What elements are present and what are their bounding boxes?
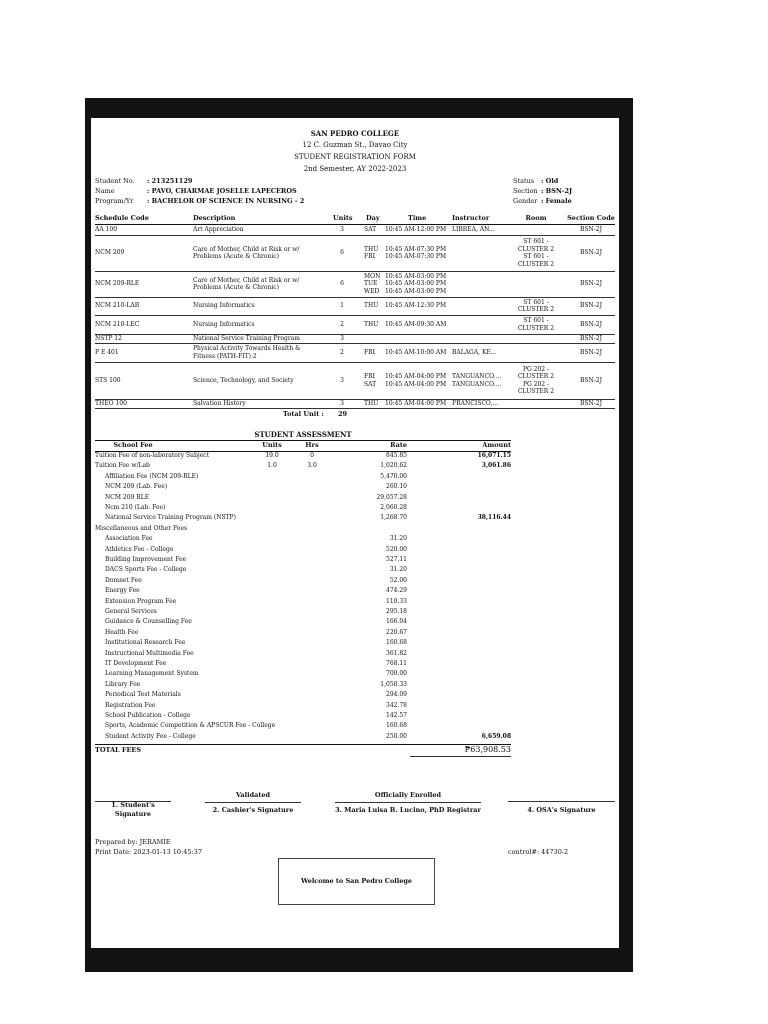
fee-rate: 342.78 — [386, 701, 407, 709]
schedule-code: NCM 210-LAB — [95, 302, 140, 309]
form-title: STUDENT REGISTRATION FORM — [294, 153, 416, 161]
schedule-time: 10:45 AM-04:00 PM — [385, 373, 447, 380]
student-signature-line2: Signature — [115, 810, 151, 818]
semester: 2nd Semester, AY 2022-2023 — [303, 165, 407, 173]
fee-amount: 16,071.15 — [477, 452, 511, 459]
schedule-section-code: BSN-2J — [579, 249, 603, 256]
fee-rate: 1,020.62 — [380, 462, 407, 470]
col-room: Room — [525, 214, 547, 222]
fee-rate: 29,057.28 — [376, 493, 407, 501]
fee-name: Learning Management System — [105, 670, 199, 678]
osa-signature: 4. OSA's Signature — [527, 806, 596, 814]
fee-name: DACS Sports Fee - College — [105, 566, 187, 574]
schedule-section-code: BSN-2J — [579, 334, 603, 342]
fee-name: Sports, Academic Competition & APSCUR Fee - College — [105, 722, 276, 730]
schedule-units: 6 — [340, 249, 344, 256]
schedule-code: NSTP 12 — [95, 334, 122, 342]
fee-name: Tuition Fee w/Lab — [95, 462, 150, 470]
schedule-description: Salvation History — [193, 399, 246, 407]
fee-name: IT Development Fee — [105, 660, 167, 667]
schedule-room: CLUSTER 2 — [517, 260, 555, 268]
total-fees-underline — [410, 756, 511, 757]
fee-name: Instructional Multimedia Fee — [105, 649, 194, 657]
schedule-units: 6 — [340, 280, 344, 287]
gender-value: : Female — [541, 197, 572, 205]
schedule-code: NCM 210-LEC — [95, 320, 140, 328]
fee-rate: 166.04 — [386, 618, 407, 626]
schedule-room: CLUSTER 2 — [517, 306, 555, 313]
schedule-day: FRI — [364, 253, 376, 260]
total-fees-value: ₱63,908.53 — [464, 745, 511, 755]
fee-units: 1.0 — [267, 462, 277, 470]
schedule-code: THEO 100 — [95, 399, 127, 407]
fee-rate: 5,470.00 — [380, 472, 407, 480]
schedule-time: 10:45 AM-04:00 PM — [385, 380, 447, 388]
col-amount: Amount — [482, 441, 511, 449]
schedule-description: National Service Training Program — [193, 334, 300, 342]
welcome-text: Welcome to San Pedro College — [300, 877, 413, 885]
fee-name: Miscellaneous and Other Fees — [95, 524, 188, 532]
schedule-description: Art Appreciation — [193, 226, 244, 234]
fee-units: 19.0 — [265, 452, 279, 459]
gender-label: Gender — [513, 197, 538, 205]
schedule-section-code: BSN-2J — [579, 376, 603, 384]
officially-enrolled-label: Officially Enrolled — [374, 791, 442, 799]
college-address: 12 C. Guzman St., Davao City — [302, 141, 408, 149]
schedule-time: 10:45 AM-07:30 PM — [385, 253, 447, 260]
schedule-day: THU — [364, 399, 379, 407]
control-number: control#: 44730-2 — [508, 848, 569, 856]
enrolled-line — [335, 802, 481, 803]
fee-rate: 110.33 — [386, 597, 407, 605]
fee-amount: 6,659.08 — [481, 732, 511, 740]
schedule-section-code: BSN-2J — [579, 320, 603, 328]
fee-rate: 250.00 — [386, 732, 407, 740]
schedule-section-code: BSN-2J — [579, 348, 603, 356]
schedule-room: ST 601 - — [523, 253, 549, 260]
schedule-time: 10:45 AM-12:30 PM — [385, 302, 447, 310]
schedule-row-rule — [95, 343, 615, 344]
fee-name: Tuition Fee of non-laboratory Subject — [95, 452, 210, 459]
program-label: Program/Yr — [95, 197, 134, 205]
schedule-time: 10:45 AM-09:30 AM — [385, 320, 447, 328]
student-no-label: Student No. — [95, 177, 135, 185]
fee-rate: 2,060.28 — [380, 504, 407, 511]
registrar-signature: 3. Maria Luisa B. Lucino, PhD Registrar — [335, 806, 481, 814]
total-unit-value: 29 — [338, 410, 348, 418]
fee-rate: 260.10 — [386, 483, 407, 491]
cashier-signature: 2. Cashier's Signature — [212, 806, 294, 814]
col-description: Description — [193, 214, 236, 222]
fee-name: Guidance & Counselling Fee — [105, 618, 192, 626]
fee-name: Extension Program Fee — [105, 597, 177, 605]
fee-name: Athletics Fee - College — [105, 545, 174, 553]
fee-name: National Service Training Program (NSTP) — [105, 514, 236, 522]
schedule-units: 3 — [340, 376, 344, 384]
schedule-day: FRI — [364, 348, 376, 356]
total-unit-label: Total Unit : — [283, 410, 324, 418]
fee-name: Building Improvement Fee — [105, 556, 187, 563]
schedule-code: NCM 209 — [95, 249, 125, 256]
schedule-instructor: BALAGA, KE... — [452, 348, 497, 356]
fee-rate: 361.82 — [386, 649, 407, 657]
schedule-room: CLUSTER 2 — [517, 324, 555, 332]
student-no-value: : 213251129 — [147, 177, 193, 185]
schedule-time: 10:45 AM-03:00 PM — [385, 280, 447, 288]
schedule-section-code: BSN-2J — [579, 226, 603, 233]
osa-signature-line — [508, 801, 615, 802]
schedule-code: AA 100 — [95, 226, 118, 233]
schedule-day: TUE — [364, 280, 378, 288]
status-value: : Old — [541, 177, 559, 185]
schedule-description: Care of Mother, Child at Risk or w/ — [193, 245, 300, 253]
schedule-row-rule — [95, 315, 615, 316]
fee-rate: 220.67 — [386, 628, 407, 636]
schedule-row-rule — [95, 235, 615, 236]
schedule-section-code: BSN-2J — [579, 280, 603, 287]
schedule-units: 2 — [340, 320, 344, 328]
fee-rate: 295.18 — [386, 608, 407, 615]
total-fees-label: TOTAL FEES — [95, 746, 142, 755]
fee-rate: 31.20 — [389, 535, 407, 543]
schedule-instructor: LIBREA, AN... — [452, 226, 495, 234]
col-units: Units — [333, 214, 353, 222]
fee-rate: 768.11 — [386, 660, 407, 667]
schedule-description: Problems (Acute & Chronic) — [193, 284, 279, 291]
schedule-time: 10:45 AM-03:00 PM — [385, 287, 447, 295]
schedule-description: Science, Technology, and Society — [193, 376, 294, 384]
col-time: Time — [408, 214, 427, 222]
schedule-time: 10:45 AM-10:00 AM — [385, 348, 447, 356]
section-label: Section — [513, 187, 538, 195]
schedule-day: THU — [364, 245, 379, 253]
col-units: Units — [262, 441, 282, 449]
fee-rate: 52.00 — [389, 576, 407, 584]
schedule-day: SAT — [364, 226, 377, 234]
fee-rate: 142.57 — [386, 712, 407, 719]
schedule-section-code: BSN-2J — [579, 302, 603, 309]
fee-rate: 294.09 — [386, 691, 407, 699]
fee-rate: 474.29 — [386, 587, 407, 595]
schedule-description: Nursing Informatics — [193, 320, 255, 328]
college-name: SAN PEDRO COLLEGE — [310, 129, 400, 138]
col-day: Day — [366, 214, 380, 222]
schedule-time: 10:45 AM-04:00 PM — [385, 399, 447, 407]
schedule-description: Care of Mother, Child at Risk or w/ — [193, 276, 300, 284]
schedule-day: FRI — [364, 373, 376, 380]
fee-name: Institutional Research Fee — [105, 639, 186, 647]
fee-name: Registration Fee — [105, 701, 156, 709]
schedule-time: 10:45 AM-03:00 PM — [385, 272, 447, 280]
schedule-code: P E 401 — [95, 348, 119, 356]
schedule-room: CLUSTER 2 — [517, 373, 555, 380]
schedule-description: Physical Activity Towards Health & — [193, 345, 301, 352]
prepared-by: Prepared by: JERAMIE — [95, 838, 171, 846]
schedule-code: STS 100 — [95, 376, 121, 384]
schedule-row-rule — [95, 408, 615, 409]
col-hrs: Hrs — [305, 441, 319, 449]
status-label: Status — [513, 177, 535, 185]
schedule-units: 3 — [340, 334, 344, 342]
schedule-day: SAT — [364, 380, 377, 388]
fee-rate: 31.20 — [389, 566, 407, 574]
fee-name: Library Fee — [105, 680, 141, 688]
fee-name: Energy Fee — [105, 587, 140, 595]
fee-name: General Services — [105, 608, 157, 615]
fee-name: Periodical Test Materials — [105, 691, 181, 699]
schedule-description: Nursing Informatics — [193, 302, 255, 310]
fee-rate: 1,268.70 — [380, 514, 407, 522]
fee-hrs: 3.0 — [307, 462, 317, 470]
validated-label: Validated — [235, 791, 271, 799]
fee-amount: 38,116.44 — [477, 514, 511, 522]
schedule-time: 10:45 AM-12:00 PM — [385, 226, 447, 234]
fee-rate: 520.00 — [386, 545, 407, 553]
program-value: : BACHELOR OF SCIENCE IN NURSING - 2 — [147, 197, 305, 205]
schedule-room: PG 202 - — [522, 365, 550, 373]
col-schedule-code: Schedule Code — [95, 214, 149, 222]
schedule-description: Fitness (PATH-FIT) 2 — [193, 352, 257, 360]
schedule-room: CLUSTER 2 — [517, 245, 555, 253]
schedule-units: 2 — [340, 348, 344, 356]
col-rate: Rate — [390, 441, 407, 449]
name-value: : PAVO, CHARMAE JOSELLE LAPECEROS — [147, 187, 297, 195]
fee-name: Student Activity Fee - College — [105, 732, 196, 740]
schedule-row-rule — [95, 271, 615, 272]
schedule-units: 3 — [340, 226, 344, 233]
schedule-header-rule — [95, 224, 615, 225]
schedule-section-code: BSN-2J — [579, 399, 603, 407]
fee-name: Health Fee — [105, 628, 139, 636]
fee-name: Affiliation Fee (NCM 209-RLE) — [105, 472, 199, 480]
fee-rate: 160.68 — [386, 722, 407, 730]
schedule-units: 3 — [340, 399, 344, 407]
col-section-code: Section Code — [567, 214, 615, 222]
fee-rate: 527.11 — [386, 556, 407, 563]
schedule-room: ST 601 - — [523, 317, 549, 324]
fee-rate: 160.68 — [386, 639, 407, 647]
fee-rate: 700.00 — [386, 670, 407, 678]
assessment-title: STUDENT ASSESSMENT — [254, 430, 352, 439]
col-school-fee: School Fee — [113, 441, 153, 449]
schedule-day: WED — [364, 287, 380, 295]
schedule-time: 10:45 AM-07:30 PM — [385, 245, 447, 253]
fee-rate: 845.85 — [386, 452, 407, 459]
fee-amount: 3,061.86 — [481, 462, 511, 470]
fee-rate: 1,050.33 — [380, 680, 407, 688]
schedule-day: THU — [364, 302, 379, 310]
fee-name: NCM 209 RLE — [105, 493, 150, 501]
schedule-row-rule — [95, 362, 615, 363]
section-value: : BSN-2J — [541, 187, 573, 195]
fee-name: School Publication - College — [105, 712, 191, 719]
fee-name: Association Fee — [105, 535, 153, 543]
fee-name: NCM 209 (Lab. Fee) — [105, 483, 168, 491]
name-label: Name — [95, 187, 115, 195]
fee-name: Ncm 210 (Lab. Fee) — [105, 504, 166, 511]
schedule-room: CLUSTER 2 — [517, 388, 555, 395]
schedule-units: 1 — [340, 302, 344, 309]
schedule-room: ST 601 - — [523, 238, 549, 245]
student-signature-line1: 1. Student's — [111, 801, 155, 809]
schedule-instructor: TANGUANCO.... — [452, 373, 502, 380]
schedule-instructor: FRANCISCO,... — [452, 399, 499, 407]
schedule-day: THU — [364, 320, 379, 328]
schedule-room: PG 202 - — [522, 380, 550, 388]
print-date: Print Date: 2023-01-13 10:45:37 — [95, 848, 202, 856]
schedule-room: ST 601 - — [523, 298, 549, 306]
fee-hrs: 0 — [310, 452, 314, 459]
schedule-description: Problems (Acute & Chronic) — [193, 253, 279, 260]
col-instructor: Instructor — [452, 214, 490, 222]
schedule-day: MON — [364, 272, 381, 280]
fee-name: Domnet Fee — [105, 576, 142, 584]
schedule-instructor: TANGUANCO.... — [452, 380, 502, 388]
validated-line — [205, 802, 301, 803]
schedule-code: NCM 209-RLE — [95, 280, 140, 287]
